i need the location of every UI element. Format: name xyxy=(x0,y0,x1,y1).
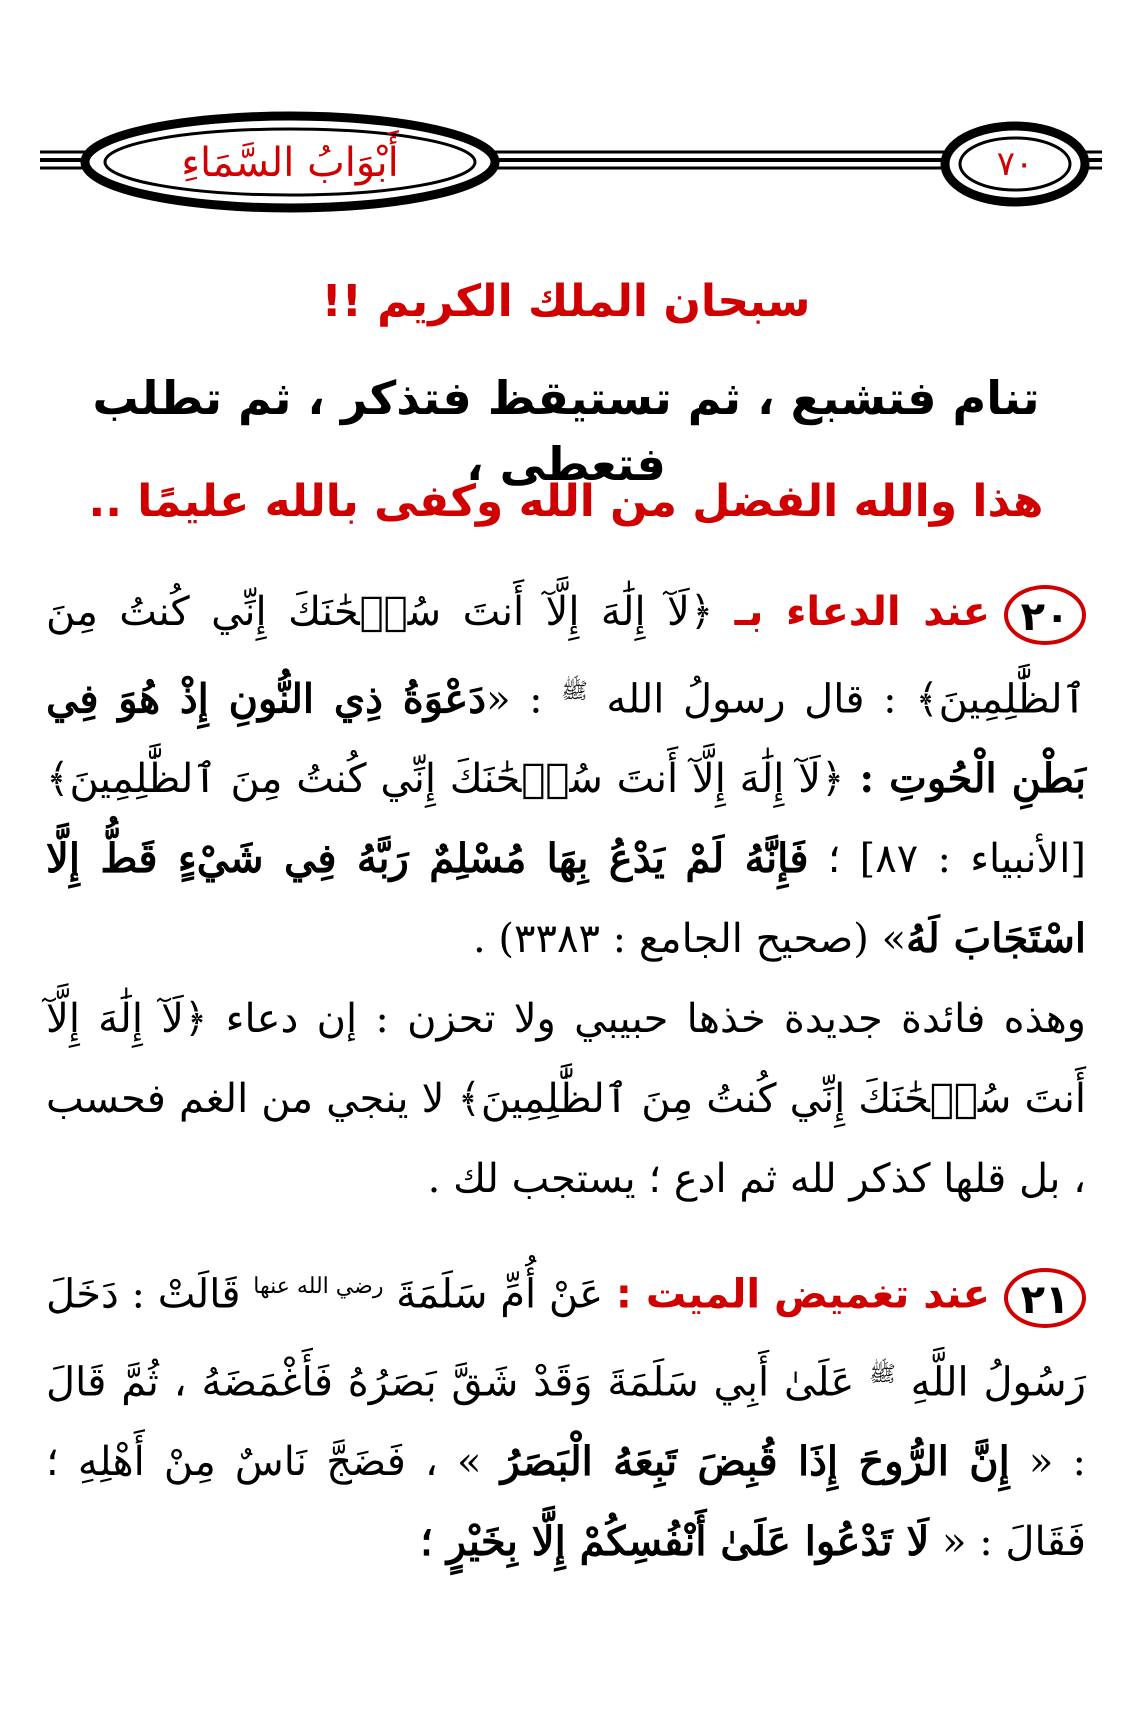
narration-text-continued: عَلَىٰ أَبِي سَلَمَةَ وَقَدْ شَقَّ بَصَرُهُ فَأَغْمَضَهُ ، ثُمَّ قَالَ : « xyxy=(46,1358,1086,1485)
page-number: ٧٠ xyxy=(996,144,1034,184)
section-20-paragraph-1 xyxy=(46,572,1086,979)
section-heading: عند تغميض الميت : xyxy=(615,1271,991,1318)
section-20-paragraph-2: وهذه فائدة جديدة خذها حبيبي ولا تحزن : إن دعاء ﴿لَآ إِلَٰهَ إِلَّآ أَنتَ سُبۡحَٰنَكَ إِنِّي كُنتُ مِنَ ٱلظَّٰلِمِينَ﴾ لا ينجي من الغم فحسب ، بل قلها كذكر لله ثم ادع ؛ يستجب لك . xyxy=(46,996,1086,1203)
running-title: أَبْوَابُ السَّمَاءِ xyxy=(181,140,399,186)
section-heading: عند الدعاء بـ xyxy=(734,589,990,635)
intro-line-3: هذا والله الفضل من الله وكفى بالله عليمًا .. xyxy=(88,476,1044,527)
section-21-paragraph-1 xyxy=(46,1247,1086,1582)
hadith-text-continued: فَإِنَّهُ لَمْ يَدْعُ بِهَا مُسْلِمٌ رَبَّهُ فِي شَيْءٍ قَطُّ إِلَّا اسْتَجَابَ لَهُ xyxy=(46,835,1086,963)
quran-verse-citation: ﴿لَآ إِلَٰهَ إِلَّآ أَنتَ سُبۡحَٰنَكَ إِنِّي كُنتُ مِنَ ٱلظَّٰلِمِينَ﴾ [الأنبياء : ٨٧] ؛ xyxy=(46,756,1086,883)
quran-verse: ﴿لَآ إِلَٰهَ إِلَّآ أَنتَ سُبۡحَٰنَكَ إِنِّي كُنتُ مِنَ ٱلظَّٰلِمِينَ﴾ : قال رسولُ الله xyxy=(46,589,1086,723)
hadith-text-continued: لَا تَدْعُوا عَلَىٰ أَنْفُسِكُمْ إِلَّا بِخَيْرٍ ؛ xyxy=(420,1517,930,1565)
hadith-text: دَعْوَةُ ذِي النُّونِ إِذْ هُوَ فِي بَطْنِ الْحُوتِ : xyxy=(46,675,1086,803)
narration-text: قَالَتْ : دَخَلَ رَسُولُ اللَّهِ xyxy=(46,1271,1086,1405)
section-number-badge: ٢١ xyxy=(1004,1268,1086,1328)
body-text xyxy=(46,572,1086,1582)
hadith-text: إِنَّ الرُّوحَ إِذَا قُبِضَ تَبِعَهُ الْبَصَرُ xyxy=(500,1437,1010,1485)
section-gap xyxy=(46,1219,1086,1247)
section-number-badge: ٢٠ xyxy=(1004,585,1086,645)
narration-intro: عَنْ أُمِّ سَلَمَةَ xyxy=(383,1271,616,1318)
intro-line-2: تنام فتشبع ، ثم تستيقظ فتذكر ، ثم تطلب فتعطى ، xyxy=(92,371,1040,491)
quote-open: : « xyxy=(486,676,562,723)
narration-text-continued-2: » ، فَضَجَّ نَاسٌ مِنْ أَهْلِهِ ؛ فَقَالَ : « xyxy=(46,1438,1086,1565)
salawat-honorific: ﷺ xyxy=(561,679,588,704)
hadith-source: » (صحيح الجامع : ٣٣٨٣) . xyxy=(472,916,907,963)
page-header xyxy=(40,110,1102,220)
salawat-honorific: ﷺ xyxy=(869,1361,896,1387)
intro-line-1: سبحان الملك الكريم !! xyxy=(321,276,811,327)
radiallahu-honorific: رضي الله عنها xyxy=(253,1274,384,1300)
